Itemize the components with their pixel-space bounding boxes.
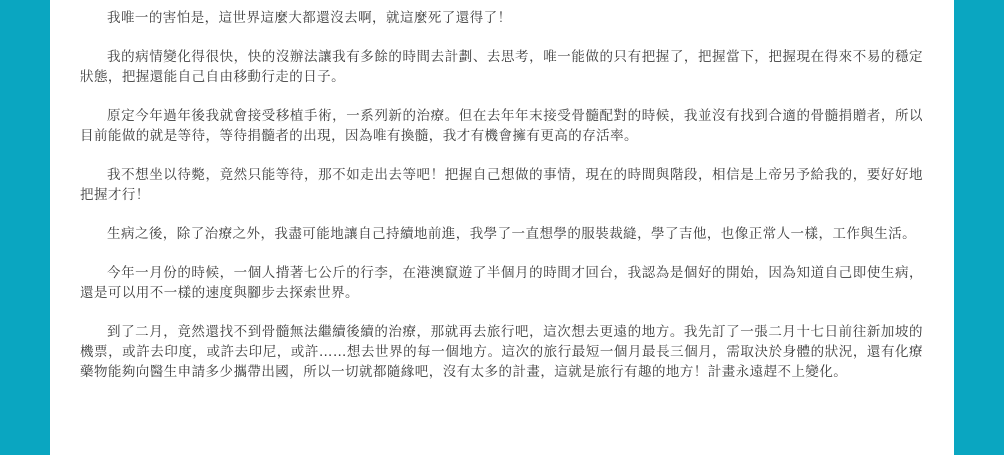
paragraph-7: 到了二月，竟然還找不到骨髓無法繼續後續的治療，那就再去旅行吧，這次想去更遠的地方。我先訂了一張二月十七日前往新加坡的機票，或許去印度，或許去印尼，或許……想去世界的每一個地方。這次的旅行最短一個月最長三個月，需取決於身體的狀況，還有化療藥物能夠向醫生申請多少攜帶出國，所以一切就都隨緣吧，沒有太多的計畫，這就是旅行有趣的地方！計畫永遠趕不上變化。 — [80, 324, 923, 380]
paragraph-6: 今年一月份的時候，一個人揹著七公斤的行李，在港澳竄遊了半個月的時間才回台，我認為是個好的開始，因為知道自己即使生病，還是可以用不一樣的速度與腳步去探索世界。 — [80, 265, 923, 301]
page-content — [50, 0, 954, 455]
paragraph-4: 我不想坐以待斃，竟然只能等待，那不如走出去等吧！把握自己想做的事情，現在的時間與階段，相信是上帝另予給我的，要好好地把握才行！ — [80, 167, 923, 203]
paragraph-5: 生病之後，除了治療之外，我盡可能地讓自己持續地前進，我學了一直想學的服裝裁縫，學了吉他，也像正常人一樣，工作與生活。 — [107, 226, 917, 242]
paragraph-3: 原定今年過年後我就會接受移植手術，一系列新的治療。但在去年年末接受骨髓配對的時候，我並沒有找到合適的骨髓捐贈者，所以目前能做的就是等待，等待捐髓者的出現，因為唯有換髓，我才有機會擁有更高的存活率。 — [80, 108, 923, 144]
paragraph-1: 我唯一的害怕是，這世界這麼大都還沒去啊，就這麼死了還得了！ — [107, 10, 512, 26]
paragraph-2: 我的病情變化得很快，快的沒辦法讓我有多餘的時間去計劃、去思考，唯一能做的只有把握了，把握當下，把握現在得來不易的穩定狀態，把握還能自己自由移動行走的日子。 — [80, 49, 923, 85]
article-body — [80, 8, 923, 401]
